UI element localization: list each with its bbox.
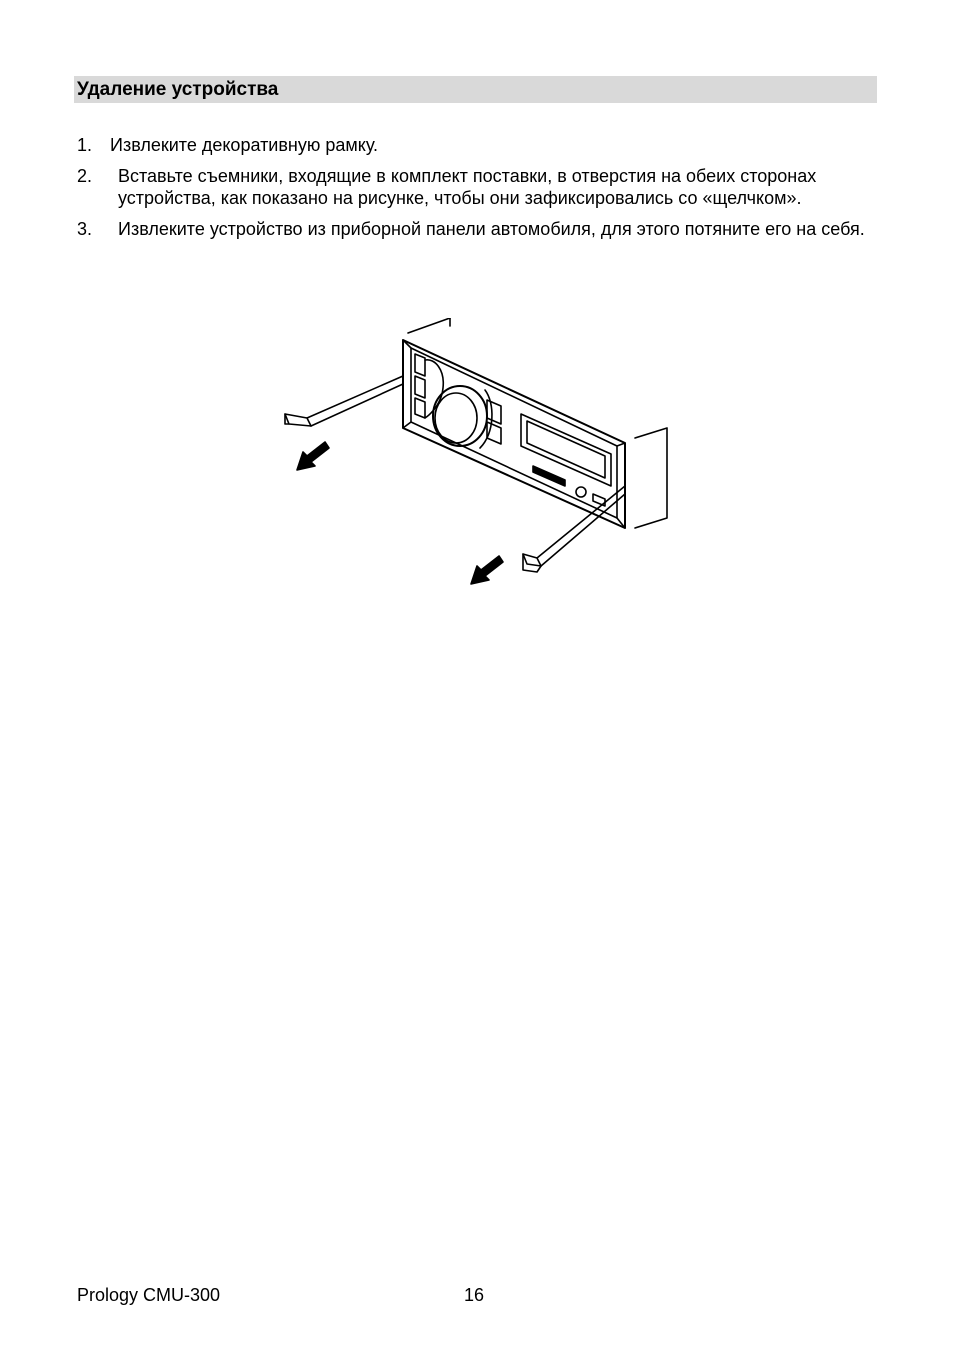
step-number: 3. xyxy=(77,219,93,239)
car-radio-icon xyxy=(275,318,675,588)
removal-illustration xyxy=(275,318,675,588)
footer-model: Prology CMU-300 xyxy=(77,1285,221,1305)
step-item xyxy=(77,134,877,156)
step-item xyxy=(77,165,877,209)
section-title: Удаление устройства xyxy=(74,76,877,103)
step-item xyxy=(77,218,877,240)
removal-steps-list xyxy=(77,134,877,249)
step-number: 1. xyxy=(77,135,93,155)
step-text: Извлеките декоративную рамку. xyxy=(110,135,379,155)
page-number: 16 xyxy=(464,1285,485,1305)
step-number: 2. xyxy=(77,166,93,186)
step-text: Вставьте съемники, входящие в комплект поставки, в отверстия на обеих сторонах устройства, как показано на рисунке, чтобы они зафиксировались со «щелчком». xyxy=(118,166,817,208)
step-text: Извлеките устройство из приборной панели автомобиля, для этого потяните его на себя. xyxy=(118,219,865,239)
